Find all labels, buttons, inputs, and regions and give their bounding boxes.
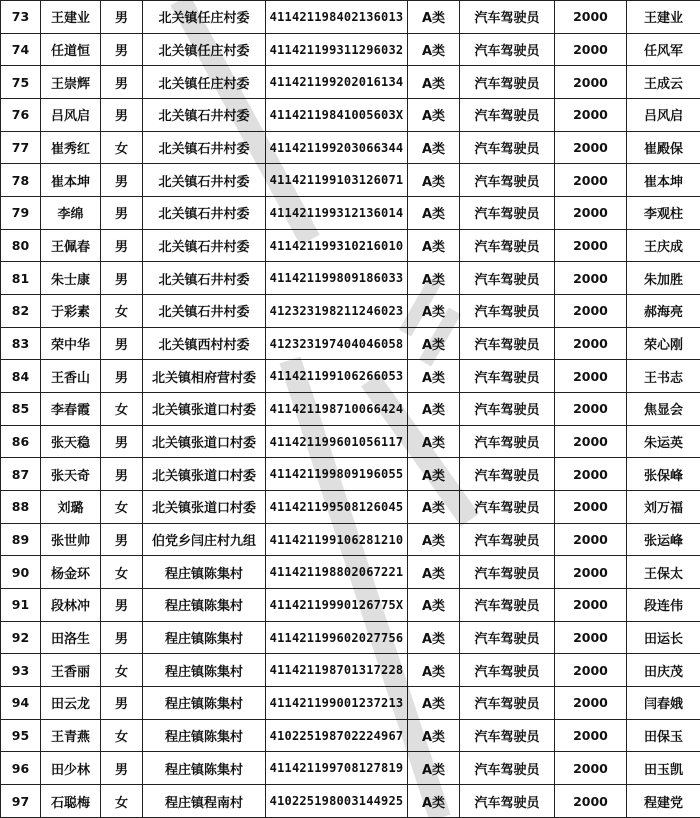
subsidy-amount: 2000	[555, 295, 627, 328]
category: A类	[408, 229, 460, 262]
applicant-name: 于彩素	[41, 295, 101, 328]
payee-name: 朱运英	[627, 425, 700, 458]
category: A类	[408, 556, 460, 589]
category: A类	[408, 719, 460, 752]
row-number: 75	[1, 66, 41, 99]
payee-name: 焦显会	[627, 393, 700, 426]
village-name: 北关镇石井村委	[143, 164, 266, 197]
subsidy-amount: 2000	[555, 360, 627, 393]
row-number: 91	[1, 589, 41, 622]
village-name: 北关镇西村村委	[143, 327, 266, 360]
job-type: 汽车驾驶员	[460, 327, 555, 360]
table-row	[1, 197, 700, 230]
applicant-name: 荣中华	[41, 327, 101, 360]
applicant-sex: 男	[101, 164, 143, 197]
village-name: 北关镇相府营村委	[143, 360, 266, 393]
row-number: 93	[1, 654, 41, 687]
row-number: 97	[1, 785, 41, 818]
applicant-name: 朱士康	[41, 262, 101, 295]
id-number: 411421199601056117	[266, 425, 408, 458]
village-name: 程庄镇陈集村	[143, 687, 266, 720]
job-type: 汽车驾驶员	[460, 66, 555, 99]
payee-name: 荣心刚	[627, 327, 700, 360]
job-type: 汽车驾驶员	[460, 589, 555, 622]
applicant-sex: 男	[101, 752, 143, 785]
subsidy-amount: 2000	[555, 785, 627, 818]
table-row	[1, 262, 700, 295]
category: A类	[408, 197, 460, 230]
table-row	[1, 66, 700, 99]
row-number: 74	[1, 33, 41, 66]
subsidy-amount: 2000	[555, 654, 627, 687]
subsidy-amount: 2000	[555, 425, 627, 458]
payee-name: 王保太	[627, 556, 700, 589]
subsidy-amount: 2000	[555, 1, 627, 34]
applicant-sex: 男	[101, 589, 143, 622]
id-number: 411421199103126071	[266, 164, 408, 197]
category: A类	[408, 33, 460, 66]
id-number: 411421198710066424	[266, 393, 408, 426]
row-number: 80	[1, 229, 41, 262]
table-row	[1, 719, 700, 752]
payee-name: 崔殿保	[627, 131, 700, 164]
id-number: 411421199602027756	[266, 621, 408, 654]
id-number: 411421199809186033	[266, 262, 408, 295]
row-number: 79	[1, 197, 41, 230]
subsidy-amount: 2000	[555, 687, 627, 720]
id-number: 410225198702224967	[266, 719, 408, 752]
id-number: 412323198211246023	[266, 295, 408, 328]
payee-name: 郝海亮	[627, 295, 700, 328]
payee-name: 吕风启	[627, 99, 700, 132]
village-name: 程庄镇陈集村	[143, 752, 266, 785]
job-type: 汽车驾驶员	[460, 360, 555, 393]
payee-name: 田保玉	[627, 719, 700, 752]
applicant-sex: 男	[101, 66, 143, 99]
job-type: 汽车驾驶员	[460, 262, 555, 295]
payee-name: 刘万福	[627, 491, 700, 524]
row-number: 86	[1, 425, 41, 458]
job-type: 汽车驾驶员	[460, 33, 555, 66]
village-name: 程庄镇陈集村	[143, 556, 266, 589]
applicant-sex: 男	[101, 262, 143, 295]
category: A类	[408, 164, 460, 197]
job-type: 汽车驾驶员	[460, 719, 555, 752]
id-number: 411421199311296032	[266, 33, 408, 66]
subsidy-amount: 2000	[555, 229, 627, 262]
id-number: 411421199001237213	[266, 687, 408, 720]
category: A类	[408, 393, 460, 426]
subsidy-amount: 2000	[555, 491, 627, 524]
id-number: 411421199708127819	[266, 752, 408, 785]
category: A类	[408, 491, 460, 524]
payee-name: 李观柱	[627, 197, 700, 230]
table-row	[1, 327, 700, 360]
applicant-sex: 女	[101, 295, 143, 328]
village-name: 北关镇任庄村委	[143, 66, 266, 99]
applicant-sex: 男	[101, 621, 143, 654]
applicant-name: 王佩春	[41, 229, 101, 262]
applicant-sex: 男	[101, 458, 143, 491]
row-number: 95	[1, 719, 41, 752]
id-number: 41142119841005603X	[266, 99, 408, 132]
payee-name: 段连伟	[627, 589, 700, 622]
payee-name: 王书志	[627, 360, 700, 393]
applicant-name: 张天奇	[41, 458, 101, 491]
id-number: 411421198701317228	[266, 654, 408, 687]
subsidy-amount: 2000	[555, 393, 627, 426]
applicant-name: 李春霞	[41, 393, 101, 426]
category: A类	[408, 589, 460, 622]
applicant-name: 崔本坤	[41, 164, 101, 197]
id-number: 411421199310216010	[266, 229, 408, 262]
subsidy-amount: 2000	[555, 33, 627, 66]
category: A类	[408, 295, 460, 328]
job-type: 汽车驾驶员	[460, 621, 555, 654]
table-row	[1, 99, 700, 132]
job-type: 汽车驾驶员	[460, 1, 555, 34]
applicant-name: 张天稳	[41, 425, 101, 458]
village-name: 北关镇石井村委	[143, 262, 266, 295]
category: A类	[408, 1, 460, 34]
payee-name: 田庆茂	[627, 654, 700, 687]
subsidy-amount: 2000	[555, 523, 627, 556]
table-row	[1, 229, 700, 262]
category: A类	[408, 523, 460, 556]
applicant-sex: 男	[101, 360, 143, 393]
village-name: 程庄镇陈集村	[143, 621, 266, 654]
table-row	[1, 393, 700, 426]
payee-name: 张运峰	[627, 523, 700, 556]
village-name: 北关镇石井村委	[143, 131, 266, 164]
id-number: 411421198402136013	[266, 1, 408, 34]
table-row	[1, 131, 700, 164]
subsidy-amount: 2000	[555, 719, 627, 752]
category: A类	[408, 131, 460, 164]
row-number: 94	[1, 687, 41, 720]
applicant-name: 崔秀红	[41, 131, 101, 164]
category: A类	[408, 752, 460, 785]
payee-name: 闫春娥	[627, 687, 700, 720]
village-name: 北关镇石井村委	[143, 295, 266, 328]
applicant-sex: 男	[101, 687, 143, 720]
category: A类	[408, 66, 460, 99]
applicant-sex: 男	[101, 425, 143, 458]
applicant-name: 石聪梅	[41, 785, 101, 818]
row-number: 84	[1, 360, 41, 393]
village-name: 程庄镇陈集村	[143, 654, 266, 687]
subsidy-amount: 2000	[555, 589, 627, 622]
applicant-name: 王青燕	[41, 719, 101, 752]
id-number: 41142119990126775X	[266, 589, 408, 622]
job-type: 汽车驾驶员	[460, 425, 555, 458]
applicant-sex: 女	[101, 393, 143, 426]
category: A类	[408, 99, 460, 132]
village-name: 北关镇张道口村委	[143, 425, 266, 458]
row-number: 87	[1, 458, 41, 491]
subsidy-amount: 2000	[555, 327, 627, 360]
category: A类	[408, 687, 460, 720]
row-number: 89	[1, 523, 41, 556]
job-type: 汽车驾驶员	[460, 654, 555, 687]
job-type: 汽车驾驶员	[460, 99, 555, 132]
applicant-name: 田洛生	[41, 621, 101, 654]
payee-name: 程建党	[627, 785, 700, 818]
table-row	[1, 295, 700, 328]
applicant-sex: 女	[101, 719, 143, 752]
applicant-name: 田云龙	[41, 687, 101, 720]
job-type: 汽车驾驶员	[460, 393, 555, 426]
table-row	[1, 752, 700, 785]
id-number: 411421199106281210	[266, 523, 408, 556]
id-number: 411421199106266053	[266, 360, 408, 393]
table-row	[1, 458, 700, 491]
row-number: 78	[1, 164, 41, 197]
village-name: 北关镇石井村委	[143, 197, 266, 230]
applicant-sex: 男	[101, 99, 143, 132]
job-type: 汽车驾驶员	[460, 491, 555, 524]
subsidy-amount: 2000	[555, 99, 627, 132]
subsidy-amount: 2000	[555, 556, 627, 589]
applicant-name: 刘璐	[41, 491, 101, 524]
job-type: 汽车驾驶员	[460, 131, 555, 164]
row-number: 92	[1, 621, 41, 654]
table-row	[1, 33, 700, 66]
applicant-name: 杨金环	[41, 556, 101, 589]
job-type: 汽车驾驶员	[460, 458, 555, 491]
table-row	[1, 491, 700, 524]
table-row	[1, 785, 700, 818]
id-number: 412323197404046058	[266, 327, 408, 360]
applicant-name: 田少林	[41, 752, 101, 785]
job-type: 汽车驾驶员	[460, 785, 555, 818]
applicant-sex: 男	[101, 1, 143, 34]
village-name: 北关镇石井村委	[143, 229, 266, 262]
applicant-sex: 男	[101, 229, 143, 262]
payee-name: 王成云	[627, 66, 700, 99]
subsidy-amount: 2000	[555, 621, 627, 654]
applicant-name: 任道恒	[41, 33, 101, 66]
row-number: 85	[1, 393, 41, 426]
village-name: 伯党乡闫庄村九组	[143, 523, 266, 556]
subsidy-amount: 2000	[555, 458, 627, 491]
applicant-name: 张世帅	[41, 523, 101, 556]
village-name: 北关镇张道口村委	[143, 458, 266, 491]
subsidy-amount: 2000	[555, 131, 627, 164]
payee-name: 王建业	[627, 1, 700, 34]
job-type: 汽车驾驶员	[460, 197, 555, 230]
row-number: 76	[1, 99, 41, 132]
applicant-sex: 女	[101, 785, 143, 818]
applicant-name: 段林冲	[41, 589, 101, 622]
category: A类	[408, 785, 460, 818]
table-row	[1, 556, 700, 589]
payee-name: 王庆成	[627, 229, 700, 262]
subsidy-amount: 2000	[555, 752, 627, 785]
table-row	[1, 164, 700, 197]
payee-name: 任风军	[627, 33, 700, 66]
applicant-name: 王崇辉	[41, 66, 101, 99]
village-name: 北关镇石井村委	[143, 99, 266, 132]
job-type: 汽车驾驶员	[460, 556, 555, 589]
table-body	[1, 1, 700, 818]
subsidy-amount: 2000	[555, 262, 627, 295]
table-row	[1, 621, 700, 654]
id-number: 411421199508126045	[266, 491, 408, 524]
job-type: 汽车驾驶员	[460, 295, 555, 328]
payee-name: 张保峰	[627, 458, 700, 491]
row-number: 90	[1, 556, 41, 589]
id-number: 410225198003144925	[266, 785, 408, 818]
applicant-sex: 女	[101, 491, 143, 524]
applicant-name: 王香丽	[41, 654, 101, 687]
row-number: 83	[1, 327, 41, 360]
table-row	[1, 425, 700, 458]
id-number: 411421199809196055	[266, 458, 408, 491]
row-number: 88	[1, 491, 41, 524]
table-row	[1, 1, 700, 34]
applicant-sex: 女	[101, 654, 143, 687]
job-type: 汽车驾驶员	[460, 229, 555, 262]
table-row	[1, 687, 700, 720]
row-number: 73	[1, 1, 41, 34]
village-name: 程庄镇程南村	[143, 785, 266, 818]
payee-name: 田运长	[627, 621, 700, 654]
applicant-name: 王香山	[41, 360, 101, 393]
applicant-sex: 女	[101, 556, 143, 589]
village-name: 北关镇张道口村委	[143, 491, 266, 524]
id-number: 411421199312136014	[266, 197, 408, 230]
subsidy-amount: 2000	[555, 197, 627, 230]
table-row	[1, 654, 700, 687]
applicant-sex: 男	[101, 327, 143, 360]
village-name: 程庄镇陈集村	[143, 719, 266, 752]
category: A类	[408, 458, 460, 491]
id-number: 411421199203066344	[266, 131, 408, 164]
job-type: 汽车驾驶员	[460, 687, 555, 720]
job-type: 汽车驾驶员	[460, 752, 555, 785]
payee-name: 朱加胜	[627, 262, 700, 295]
village-name: 程庄镇陈集村	[143, 589, 266, 622]
job-type: 汽车驾驶员	[460, 164, 555, 197]
village-name: 北关镇任庄村委	[143, 1, 266, 34]
applicant-sex: 男	[101, 523, 143, 556]
applicant-sex: 男	[101, 33, 143, 66]
applicant-sex: 女	[101, 131, 143, 164]
applicant-name: 李绵	[41, 197, 101, 230]
job-type: 汽车驾驶员	[460, 523, 555, 556]
category: A类	[408, 621, 460, 654]
row-number: 96	[1, 752, 41, 785]
row-number: 77	[1, 131, 41, 164]
applicant-name: 王建业	[41, 1, 101, 34]
category: A类	[408, 327, 460, 360]
payee-name: 田玉凯	[627, 752, 700, 785]
category: A类	[408, 654, 460, 687]
village-name: 北关镇任庄村委	[143, 33, 266, 66]
payee-name: 崔本坤	[627, 164, 700, 197]
category: A类	[408, 425, 460, 458]
category: A类	[408, 262, 460, 295]
id-number: 411421199202016134	[266, 66, 408, 99]
subsidy-amount: 2000	[555, 66, 627, 99]
applicant-sex: 男	[101, 197, 143, 230]
category: A类	[408, 360, 460, 393]
village-name: 北关镇张道口村委	[143, 393, 266, 426]
table-row	[1, 589, 700, 622]
table-row	[1, 360, 700, 393]
table-row	[1, 523, 700, 556]
subsidy-amount: 2000	[555, 164, 627, 197]
row-number: 82	[1, 295, 41, 328]
applicant-name: 吕风启	[41, 99, 101, 132]
row-number: 81	[1, 262, 41, 295]
id-number: 411421198802067221	[266, 556, 408, 589]
